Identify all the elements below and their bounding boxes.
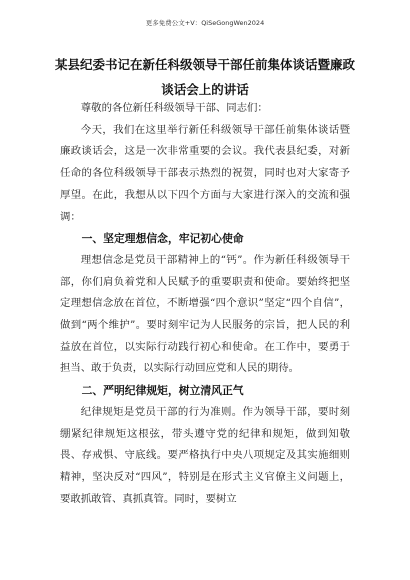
greeting: 尊敬的各位新任科级领导干部、同志们： [80, 102, 268, 114]
section-paragraph: 理想信念是党员干部精神上的“钙”。作为新任科级领导干部，你们肩负着党和人民赋予的重要职责和使命。要始终把坚定理想信念放在首位，不断增强“四个意识”坚定“四个自信”，做到“两个维护”。要时刻牢记为人民服务的宗旨，把人民的利益放在首位，以实际行动践行初心和使命。在工作中，要勇于担当、敢于负责，以实际行动回应党和人民的期待。 [60, 253, 350, 375]
header-note: 更多免费公文+V：QiSeGongWen2024 [145, 19, 265, 27]
section-paragraph: 纪律规矩是党员干部的行为准则。作为领导干部，要时刻绷紧纪律规矩这根弦，带头遵守党的纪律和规矩，做到知敬畏、存戒惧、守底线。要严格执行中央八项规定及其实施细则精神，坚决反对“四风”，特别是在形式主义官僚主义问题上，要敢抓敢管、真抓真管。同时，要树立 [60, 405, 350, 505]
document-title: 某县纪委书记在新任科级领导干部任前集体谈话暨廉政谈话会上的讲话 [55, 57, 356, 97]
section-heading: 一、坚定理想信念，牢记初心使命 [81, 232, 244, 246]
intro-paragraph: 今天，我们在这里举行新任科级领导干部任前集体谈话暨廉政谈话会，这是一次非常重要的会议。我代表县纪委，对新任命的各位科级领导干部表示热烈的祝贺，同时也对大家寄予厚望。在此，我想从以下四个方面与大家进行深入的交流和强调： [60, 123, 350, 223]
section-heading: 二、严明纪律规矩，树立清风正气 [81, 384, 244, 398]
document-body [60, 98, 350, 510]
